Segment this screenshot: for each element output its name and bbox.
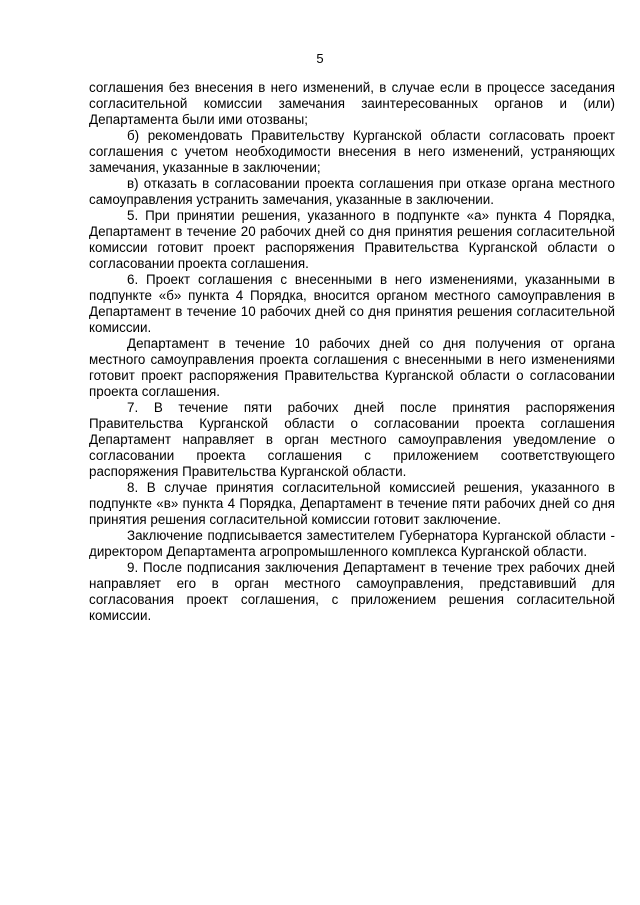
paragraph-option-b: б) рекомендовать Правительству Курганской области согласовать проект соглашения с учетом необходимости внесения в него изменений, устраняющих замечания, указанные в заключении; — [89, 128, 615, 175]
paragraph-item-6: 6. Проект соглашения с внесенными в него изменениями, указанными в подпункте «б» пункта 4 Порядка, вносится органом местного самоуправления в Департамент в течение 10 рабочих дней со дня принятия решения согласительной комиссии. — [89, 272, 615, 335]
document-body — [89, 80, 615, 624]
paragraph-option-v: в) отказать в согласовании проекта соглашения при отказе органа местного самоуправления устранить замечания, указанные в заключении. — [89, 176, 615, 207]
paragraph-item-7: 7. В течение пяти рабочих дней после принятия распоряжения Правительства Курганской области о согласовании проекта соглашения Департамент направляет в орган местного самоуправления уведомление о согласовании проекта соглашения с приложением соответствующего распоряжения Правительства Курганской области. — [89, 400, 615, 479]
paragraph-item-6-continued: Департамент в течение 10 рабочих дней со дня получения от органа местного самоуправления проекта соглашения с внесенными в него изменениями готовит проект распоряжения Правительства Курганской области о согласовании проекта соглашения. — [89, 336, 615, 399]
paragraph-item-9: 9. После подписания заключения Департамент в течение трех рабочих дней направляет его в орган местного самоуправления, представивший для согласования проект соглашения, с приложением решения согласительной комиссии. — [89, 560, 615, 623]
paragraph-item-8: 8. В случае принятия согласительной комиссией решения, указанного в подпункте «в» пункта 4 Порядка, Департамент в течение пяти рабочих дней со дня принятия решения согласительной комиссии готовит заключение. — [89, 480, 615, 527]
paragraph-item-5: 5. При принятии решения, указанного в подпункте «а» пункта 4 Порядка, Департамент в течение 20 рабочих дней со дня принятия решения согласительной комиссии готовит проект распоряжения Правительства Курганской области о согласовании проекта соглашения. — [89, 208, 615, 271]
page-number: 5 — [316, 51, 324, 66]
paragraph-continuation: соглашения без внесения в него изменений, в случае если в процессе заседания согласительной комиссии замечания заинтересованных органов и (или) Департамента были ими отозваны; — [89, 80, 615, 127]
paragraph-item-8-continued: Заключение подписывается заместителем Губернатора Курганской области - директором Департамента агропромышленного комплекса Курганской области. — [89, 528, 615, 559]
